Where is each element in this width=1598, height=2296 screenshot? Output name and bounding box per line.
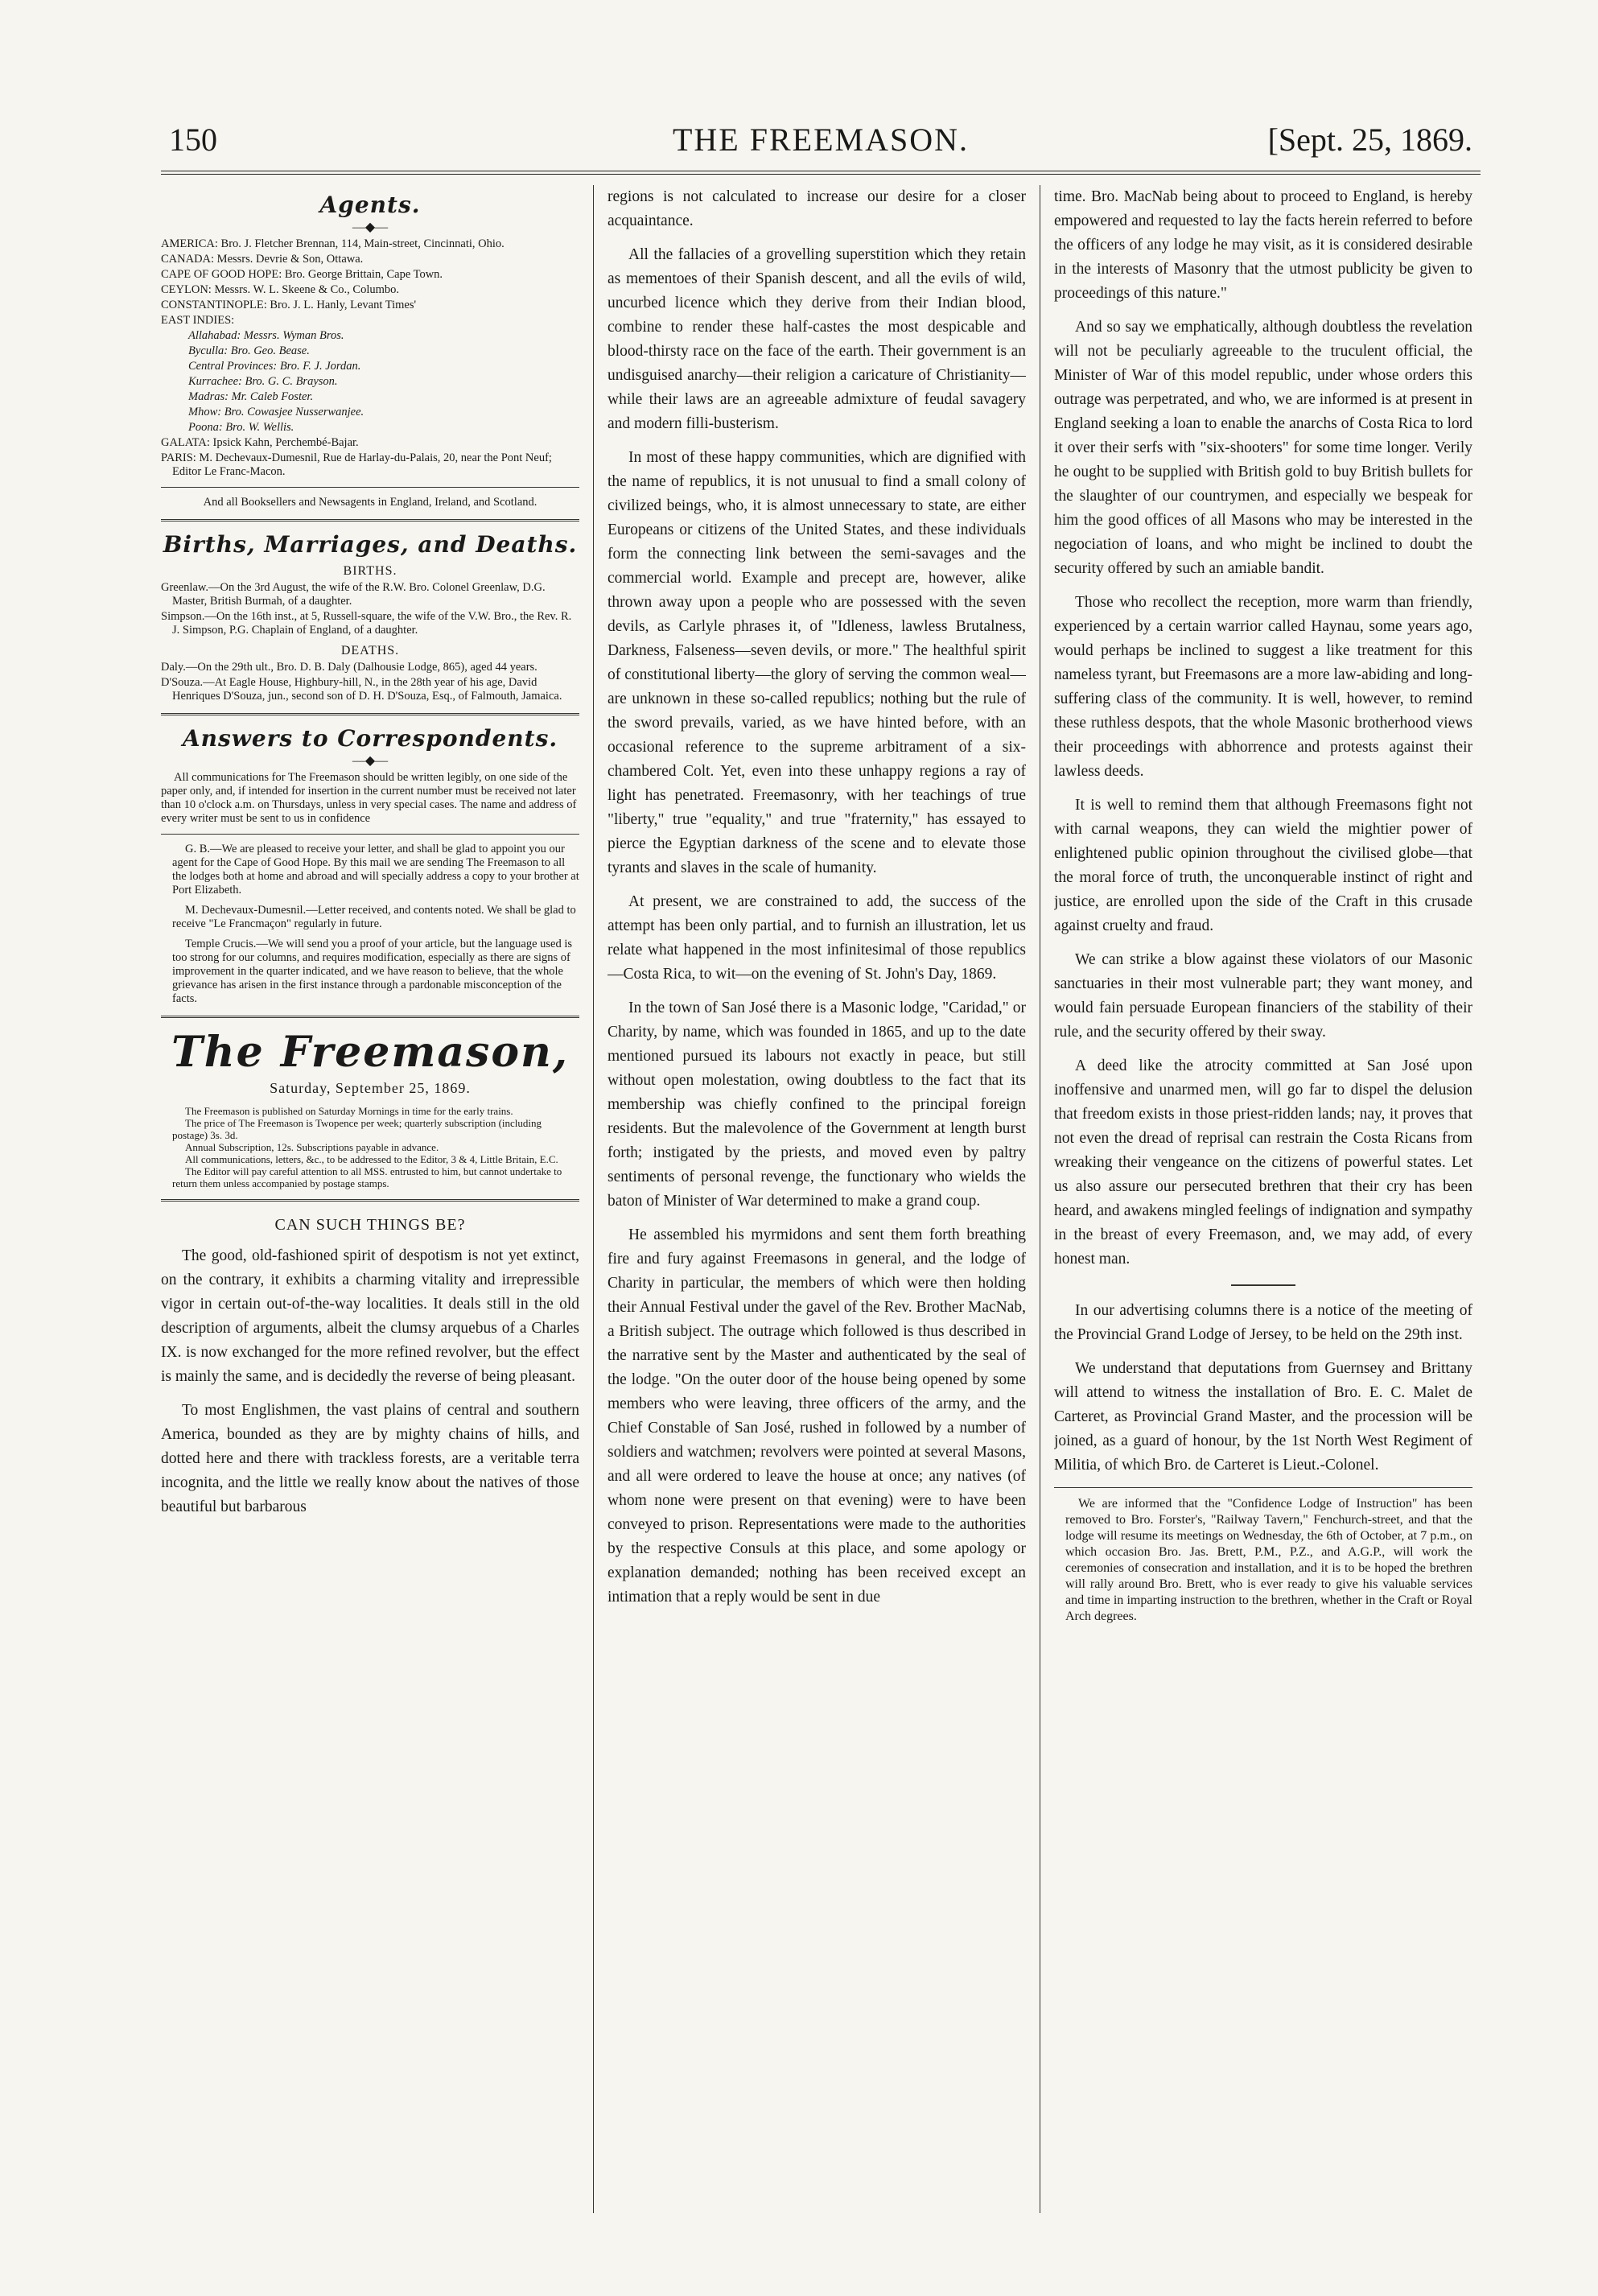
masthead — [161, 121, 1481, 169]
publication-notice: The Freemason is published on Saturday Mornings in time for the early trains. — [185, 1105, 513, 1117]
article-col2 — [607, 185, 1026, 1610]
columns — [161, 185, 1481, 2213]
newspaper-title: THE FREEMASON. — [672, 122, 970, 158]
publication-notice: The Editor will pay careful attention to all MSS. entrusted to him, but cannot undertake to return them unless accompanied by postage stamps. — [172, 1165, 562, 1189]
double-divider — [161, 1016, 579, 1018]
divider — [1054, 1487, 1472, 1488]
notice-paragraph: We are informed that the "Confidence Lodge of Instruction" has been removed to Bro. Forster's, "Railway Tavern," Fenchurch-street, and that the lodge will resume its meetings on Wednesday, the 6th of October, at 7 p.m., on which occasion Bro. Jas. Brett, P.M., P.Z., and A.G.P., will work the ceremonies of consecration and installation, and it is to be hoped the brethren will rally around Bro. Brett, who is ever ready to give his valuable services and time in imparting instruction to the brethren, whether in the Craft or Royal Arch degrees. — [1065, 1497, 1472, 1623]
article-paragraph: regions is not calculated to increase our desire for a closer acquaintance. — [607, 188, 1026, 229]
agent-line: PARIS: M. Dechevaux-Dumesnil, Rue de Harlay-du-Palais, 20, near the Pont Neuf; Editor Le Franc-Macon. — [161, 451, 552, 478]
freemason-masthead: The Freemason, — [171, 1028, 569, 1077]
answers-heading: Answers to Correspondents. — [182, 725, 558, 752]
answer-item: M. Dechevaux-Dumesnil.—Letter received, and contents noted. We shall be glad to receive "Le Francmaçon" regularly in future. — [172, 904, 576, 930]
jersey-notice — [1054, 1299, 1472, 1478]
header-rule-2 — [161, 174, 1481, 175]
agent-subline: Mhow: Bro. Cowasjee Nusserwanjee. — [188, 406, 364, 418]
answers-section — [161, 771, 579, 1006]
article-paragraph: In most of these happy communities, which are dignified with the name of republics, it is not unusual to find a small colony of civilized beings, who, it is almost unnecessary to state, are either Europeans or citizens of the United States, and these individuals form the connecting link between the semi-savages and the commercial world. Example and precept are, however, alike thrown away upon a people who are possessed with the seven devils, as Carlyle phrases it, of "Idleness, lawless Brutalness, Darkness, Falseness—seven devils, or more." The healthful spirit of constitutional liberty—the glory of serving the common weal—are unknown in these so-called republics; nothing but the rule of the sword prevails, varied, as we have hinted before, with an occasional reference to the supreme arbitrament of a six-chambered Colt. Yet, even into these unhappy regions a ray of light has penetrated. Freemasonry, with her teachings of true "liberty," true "equality," and true "fraternity," has essayed to pierce the Egyptian darkness of the scene and to elevate those tyrants and slaves in the scale of humanity. — [607, 449, 1026, 876]
issue-date: [Sept. 25, 1869. — [1267, 122, 1472, 158]
agent-line: AMERICA: Bro. J. Fletcher Brennan, 114, Main-street, Cincinnati, Ohio. — [161, 237, 505, 250]
answer-item: G. B.—We are pleased to receive your letter, and shall be glad to appoint you our agent for the Cape of Good Hope. By this mail we are sending The Freemason to all the lodges both at home and abroad and will specially address a copy to your brother at Port Elizabeth. — [172, 843, 579, 897]
agents-heading: Agents. — [319, 192, 421, 218]
agent-line: EAST INDIES: — [161, 314, 235, 327]
agents-footer: And all Booksellers and Newsagents in England, Ireland, and Scotland. — [203, 496, 537, 509]
agent-line: GALATA: Ipsick Kahn, Perchembé-Bajar. — [161, 436, 359, 449]
double-divider — [161, 1199, 579, 1202]
issue-dateline: Saturday, September 25, 1869. — [270, 1080, 471, 1096]
answers-intro: All communications for The Freemason should be written legibly, on one side of the paper only, and, if intended for insertion in the current number must be received not later than 10 o'clock a.m. on Thursdays, unless in very special cases. The name and address of every writer must be sent to us in confidence — [161, 771, 577, 825]
short-divider — [1231, 1284, 1295, 1286]
notice-paragraph: We understand that deputations from Guernsey and Brittany will attend to witness the installation of Bro. E. C. Malet de Carteret, as Provincial Grand Master, and the procession will be joined, as a guard of honour, by the 1st North West Regiment of Militia, of which Bro. de Carteret is Lieut.-Colonel. — [1054, 1360, 1472, 1474]
ornament-rule: —◆— — [352, 221, 389, 234]
agent-line: CONSTANTINOPLE: Bro. J. L. Hanly, Levant Times' — [161, 299, 417, 311]
agent-subline: Poona: Bro. W. Wellis. — [188, 421, 294, 434]
agent-line: CEYLON: Messrs. W. L. Skeene & Co., Columbo. — [161, 283, 400, 296]
divider — [161, 487, 579, 488]
double-divider — [161, 713, 579, 715]
divider — [161, 834, 579, 835]
birth-notice: Simpson.—On the 16th inst., at 5, Russell-square, the wife of the V.W. Bro., the Rev. R. J. Simpson, P.G. Chaplain of England, of a daughter. — [161, 610, 572, 637]
publication-notice: The price of The Freemason is Twopence per week; quarterly subscription (including postage) 3s. 3d. — [172, 1117, 542, 1141]
birth-notice: Greenlaw.—On the 3rd August, the wife of the R.W. Bro. Colonel Greenlaw, D.G. Master, British Burmah, of a daughter. — [161, 581, 546, 608]
bmd-heading: Births, Marriages, and Deaths. — [163, 531, 578, 558]
agents-list — [161, 237, 579, 509]
agent-subline: Madras: Mr. Caleb Foster. — [188, 390, 314, 403]
article-paragraph: Those who recollect the reception, more warm than friendly, experienced by a certain warrior called Haynau, some years ago, would perhaps be inclined to suggest a like treatment for this nameless tyrant, but Freemasons are a more law-abiding and long-suffering class of the community. It is well, however, to remind these ruthless despots, that the whole Masonic brotherhood views their proceedings with abhorrence and protests against their lawless deeds. — [1054, 594, 1472, 780]
confidence-lodge-notice — [1054, 1496, 1472, 1625]
publication-notice: Annual Subscription, 12s. Subscriptions payable in advance. — [185, 1141, 439, 1153]
deaths-label: DEATHS. — [340, 644, 400, 657]
newspaper-page — [161, 121, 1481, 2213]
double-divider — [161, 519, 579, 521]
column-3 — [1054, 185, 1472, 2213]
article-paragraph: To most Englishmen, the vast plains of central and southern America, bounded as they are by mighty chains of hills, and dotted here and there with trackless forests, are a veritable terra incognita, and the little we really know about the natives of those beautiful but barbarous — [161, 1402, 579, 1515]
article-paragraph: We can strike a blow against these violators of our Masonic sanctuaries in their most vulnerable part; they want money, and would fain persuade European financiers of the stability of their rule, and the security offered by their sway. — [1054, 951, 1472, 1041]
article-paragraph: A deed like the atrocity committed at San José upon inoffensive and unarmed men, will go far to dispel the delusion that freedom exists in those priest-ridden lands; nay, it proves that not even the dread of reprisal can restrain the Costa Ricans from wreaking their vengeance on the citizens of powerful states. Let us also assure our persecuted brethren that their cry has been heard, and awakens mingled feelings of indignation and sympathy in the breast of every Freemason, and, we may add, of every honest man. — [1054, 1057, 1472, 1268]
article-paragraph: time. Bro. MacNab being about to proceed to England, is hereby empowered and requested to lay the facts herein referred to before the officers of any lodge he may visit, as it is considered desirable in the interests of Masonry that the utmost publicity be given to proceedings of this nature." — [1054, 188, 1472, 302]
bmd-section — [161, 564, 579, 703]
column-2 — [607, 185, 1026, 2213]
column-1 — [161, 185, 579, 2213]
agent-line: CANADA: Messrs. Devrie & Son, Ottawa. — [161, 253, 364, 266]
article-paragraph: In the town of San José there is a Masonic lodge, "Caridad," or Charity, by name, which was founded in 1865, and up to the date mentioned pursued its labours not exactly in peace, but still without open molestation, owing doubtless to the fact that its membership was chiefly confined to the principal foreign residents. But the malevolence of the Government at length burst forth; instigated by the priests, and moved even by paltry sentiments of personal revenge, the functionary who wields the baton of Minister of War determined to make a grand coup. — [607, 1000, 1026, 1210]
ornament-rule: —◆— — [352, 754, 389, 768]
article-paragraph: All the fallacies of a grovelling superstition which they retain as mementoes of their Spanish descent, and all the evils of wild, uncurbed licence which they derive from their Indian blood, combine to render these half-castes the most despicable and blood-thirsty race on the face of the earth. Their government is an undisguised anarchy—their religion a caricature of Christianity—while their laws are an agreeable admixture of feudal savagery and modern filli-busterism. — [607, 246, 1026, 432]
publication-notices — [161, 1105, 579, 1189]
article-paragraph: It is well to remind them that although Freemasons fight not with carnal weapons, they can wield the mightier power of enlightened public opinion throughout the civilised globe—that the moral force of truth, the unconquerable instinct of right and justice, are enrolled upon the side of the Craft in this crusade against cruelty and fraud. — [1054, 797, 1472, 934]
article-paragraph: He assembled his myrmidons and sent them forth breathing fire and fury against Freemasons in general, and the lodge of Charity in particular, the members of which were then holding their Annual Festival under the gavel of the Rev. Brother MacNab, a British subject. The outrage which followed is thus described in the narrative sent by the Master and authenticated by the seal of the lodge. "On the outer door of the house being opened by some members who were leaving, three officers of the army, and the Chief Constable of San José, rushed in followed by a number of soldiers and watchmen; revolvers were pointed at several Masons, and all were ordered to leave the house at once; any natives (of whom none were present on that evening) were to have been conveyed to prison. Representations were made to the authorities by the respective Consuls at this place, and some apology or explanation demanded; nothing has been received except an intimation that a reply would be sent in due — [607, 1226, 1026, 1606]
publication-notice: All communications, letters, &c., to be addressed to the Editor, 3 & 4, Little Britain, E.C. — [185, 1153, 558, 1165]
agent-subline: Byculla: Bro. Geo. Bease. — [188, 344, 310, 357]
births-label: BIRTHS. — [343, 564, 397, 578]
agent-line: CAPE OF GOOD HOPE: Bro. George Brittain, Cape Town. — [161, 268, 443, 281]
death-notice: Daly.—On the 29th ult., Bro. D. B. Daly (Dalhousie Lodge, 865), aged 44 years. — [161, 661, 537, 674]
agent-subline: Kurrachee: Bro. G. C. Brayson. — [188, 375, 338, 388]
article-col3 — [1054, 185, 1472, 1272]
article-title: CAN SUCH THINGS BE? — [274, 1216, 466, 1234]
article-paragraph: At present, we are constrained to add, the success of the attempt has been only partial, and to furnish an illustration, let us relate what happened in the most infinitesimal of those republics—Costa Rica, to wit—on the evening of St. John's Day, 1869. — [607, 893, 1026, 983]
agent-subline: Allahabad: Messrs. Wyman Bros. — [188, 329, 344, 342]
agent-subline: Central Provinces: Bro. F. J. Jordan. — [188, 360, 361, 373]
notice-paragraph: In our advertising columns there is a notice of the meeting of the Provincial Grand Lodge of Jersey, to be held on the 29th inst. — [1054, 1302, 1472, 1343]
answer-item: Temple Crucis.—We will send you a proof of your article, but the language used is too strong for our columns, and requires modification, especially as there are signs of improvement in the quarter indicated, and we have reason to believe, that the whole grievance has arisen in the first instance through a pardonable misconception of the facts. — [172, 938, 573, 1005]
column-divider — [593, 185, 594, 2213]
page-number: 150 — [169, 122, 217, 158]
article-paragraph: The good, old-fashioned spirit of despotism is not yet extinct, on the contrary, it exhibits a charming vitality and irrepressible vigor in certain out-of-the-way localities. It deals still in the old description of arguments, albeit the clumsy arquebus of a Charles IX. is now exchanged for the more refined revolver, but the effect is mainly the same, and is decidedly the reverse of being pleasant. — [161, 1247, 579, 1385]
article-col1 — [161, 1244, 579, 1519]
death-notice: D'Souza.—At Eagle House, Highbury-hill, N., in the 28th year of his age, David Henriques D'Souza, jun., second son of D. H. D'Souza, Esq., of Falmouth, Jamaica. — [161, 676, 562, 703]
article-paragraph: And so say we emphatically, although doubtless the revelation will not be peculiarly agreeable to the truculent official, the Minister of War of this model republic, under whose orders this outrage was perpetrated, and who, we are informed is at present in England seeking a loan to enable the anarchs of Costa Rica to lord it over their serfs with "six-shooters" for some time longer. Verily he ought to be supplied with British gold to buy British bullets for the slaughter of our countrymen, and especially we bespeak for him the good offices of all Masons who may be interested in the negociation of loans, and who might be inclined to doubt the security offered by such an amiable bandit. — [1054, 319, 1472, 577]
